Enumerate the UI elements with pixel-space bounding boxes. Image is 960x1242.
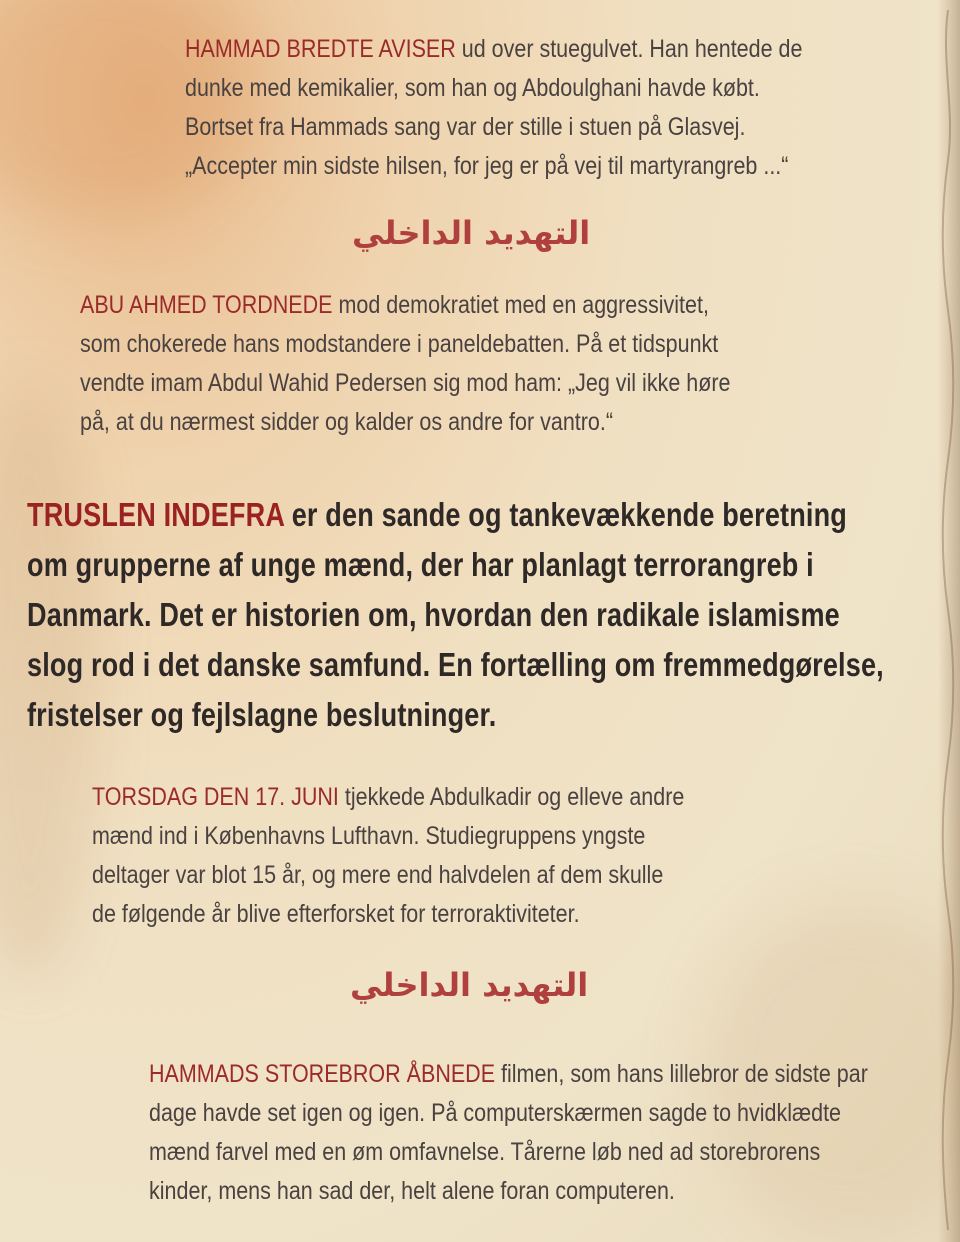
edge-ornament-decoration [939,0,957,1242]
excerpt-line: mod demokratiet med en aggressivitet, [332,291,709,319]
excerpt-line: på, at du nærmest sidder og kalder os andre for vantro.“ [80,408,613,436]
blurb-line: Danmark. Det er historien om, hvordan den radikale islamisme [27,596,840,633]
excerpt-line: dage havde set igen og igen. På computerskærmen sagde to hvidklædte [149,1099,842,1127]
arabic-title: التهديد الداخلي [352,214,591,252]
excerpt-line: mænd ind i Københavns Lufthavn. Studiegruppens yngste [92,822,646,850]
book-blurb [27,490,884,740]
excerpt-line: Bortset fra Hammads sang var der stille i stuen på Glasvej. [185,113,746,141]
blurb-title: TRUSLEN INDEFRA [27,496,285,533]
excerpt-line: de følgende år blive efterforsket for terroraktiviteter. [92,900,580,928]
excerpt-lead: ABU AHMED TORDNEDE [80,291,333,319]
excerpt-line: ud over stuegulvet. Han hentede de [455,35,803,63]
excerpt-line: mænd farvel med en øm omfavnelse. Tårerne løb ned ad storebrorens [149,1138,821,1166]
excerpt-hammad-bredte [185,30,802,186]
excerpt-lead: TORSDAG DEN 17. JUNI [92,783,339,811]
excerpt-torsdag [92,778,684,934]
excerpt-line: vendte imam Abdul Wahid Pedersen sig mod ham: „Jeg vil ikke høre [80,369,731,397]
blurb-line: slog rod i det danske samfund. En fortælling om fremmedgørelse, [27,646,884,683]
excerpt-line: kinder, mens han sad der, helt alene foran computeren. [149,1177,675,1205]
excerpt-lead: HAMMAD BREDTE AVISER [185,35,456,63]
excerpt-line: som chokerede hans modstandere i paneldebatten. På et tidspunkt [80,330,719,358]
excerpt-abu-ahmed [80,286,730,442]
blurb-line: er den sande og tankevækkende beretning [284,496,847,533]
excerpt-hammads-storebror [149,1055,868,1211]
excerpt-line: „Accepter min sidste hilsen, for jeg er på vej til martyrangreb ...“ [185,152,789,180]
blurb-line: fristelser og fejlslagne beslutninger. [27,696,497,733]
blurb-line: om grupperne af unge mænd, der har planlagt terrorangreb i [27,546,814,583]
excerpt-line: tjekkede Abdulkadir og elleve andre [338,783,685,811]
arabic-title: التهديد الداخلي [350,966,589,1004]
excerpt-line: deltager var blot 15 år, og mere end halvdelen af dem skulle [92,861,664,889]
excerpt-line: dunke med kemikalier, som han og Abdoulghani havde købt. [185,74,760,102]
excerpt-line: filmen, som hans lillebror de sidste par [495,1060,868,1088]
excerpt-lead: HAMMADS STOREBROR ÅBNEDE [149,1060,496,1088]
